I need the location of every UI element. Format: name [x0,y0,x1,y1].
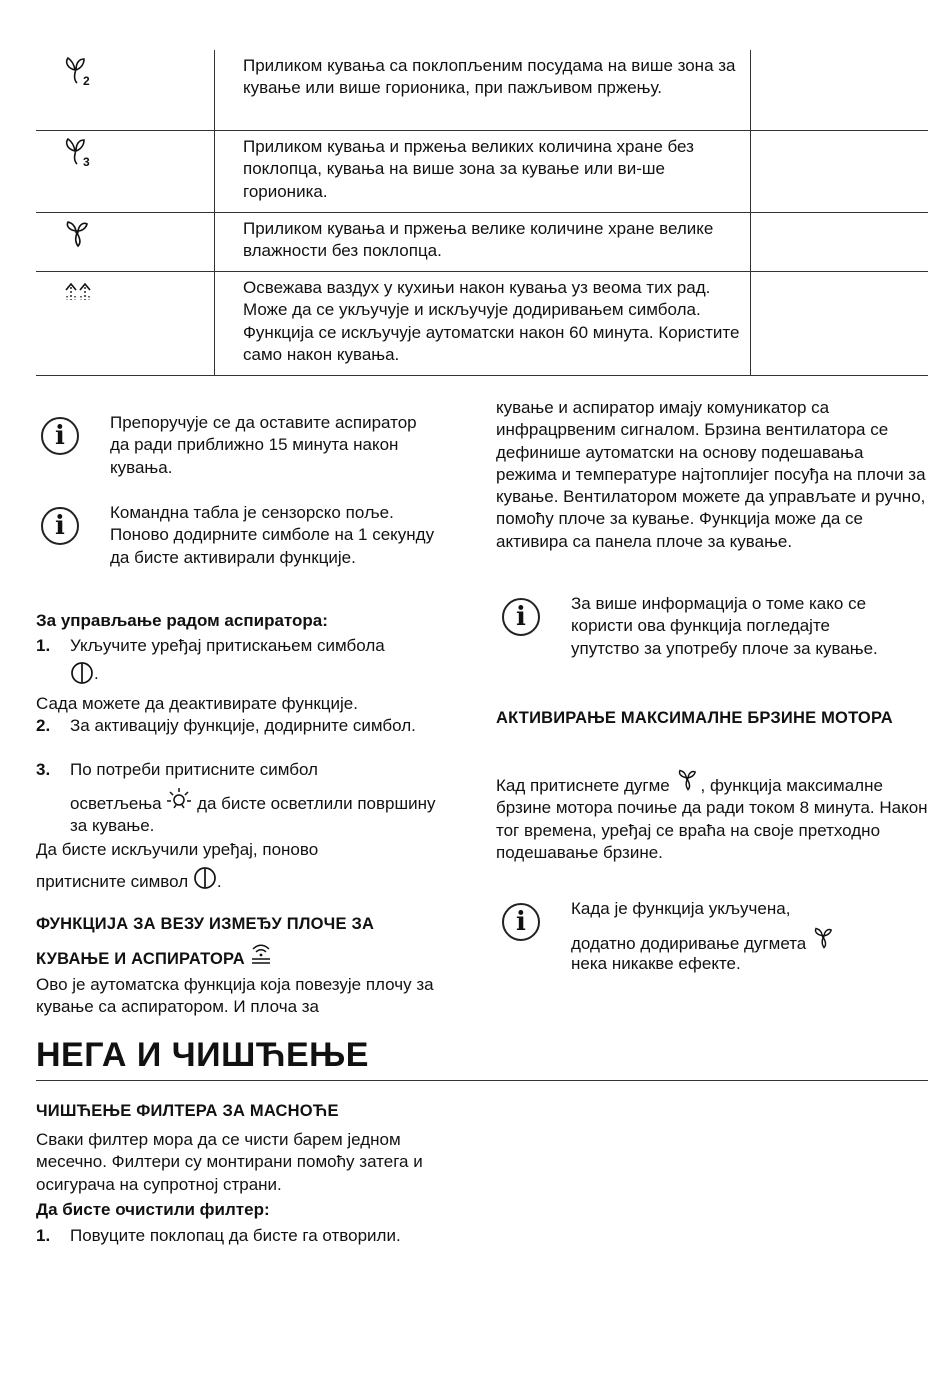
svg-text:2: 2 [83,74,90,88]
switch-off-text-cont: притисните символ . [36,866,222,893]
info-note-boost-cont: додатно додиривање дугмета [571,926,911,955]
hob-link-heading: ФУНКЦИЈА ЗА ВЕЗУ ИЗМЕЂУ ПЛОЧЕ ЗА [36,915,375,933]
clean-step-1-text: Повуците поклопац да бисте га отворили. [70,1226,401,1245]
info-icon: i [41,507,79,545]
table-cell-text: Приликом кувања и пржења велике количине хране велике влажности без поклопца. [243,219,714,261]
table-row [36,131,928,213]
step-2-text: За активацију функције, додирните симбол. [70,716,416,735]
power-icon [70,661,94,685]
step-number: 1. [36,1226,51,1245]
care-title: НЕГА И ЧИШЋЕЊЕ [36,1036,369,1074]
info-note-boost-end: нека никакве ефекте. [571,954,741,973]
svg-text:3: 3 [83,155,90,169]
fan-boost-icon [62,219,94,249]
fan-speed-table [36,50,928,376]
light-icon [166,787,192,811]
table-cell-text: Приликом кувања и пржења великих количина хране без поклопца, кувања на више зона за кување или ви-ше горионика. [243,137,694,201]
now-deactivate-text: Сада можете да деактивирате функције. [36,694,358,713]
info-note-hob-manual: За више информација о томе како се користи ова функција погледајте упутство за употребу плоче за кување. [571,594,878,658]
hob-link-icon [250,942,272,966]
switch-off-text: Да бисте искључили уређај, поново [36,840,319,859]
info-icon: i [502,903,540,941]
table-row [36,50,928,131]
fan-boost-icon [811,926,837,950]
info-note-control-panel: Командна табла је сензорско поље. Поново додирните симболе на 1 секунду да бисте активирали функције. [110,503,435,567]
step-number: 1. [36,636,51,655]
boost-text: Кад притиснете дугме , функција максималне брзине мотора почиње да ради током 8 минута. Након тог времена, уређај се враћа на своје претходно подешавање брзине. [496,768,928,864]
info-icon: i [502,598,540,636]
filter-text: Сваки филтер мора да се чисти барем једном месечно. Филтери су монтирани помоћу затега и осигурача на супротној страни. [36,1130,423,1194]
breeze-icon [62,278,94,308]
hob-link-heading-cont: КУВАЊЕ И АСПИРАТОРА [36,942,272,970]
info-note-ventilation: Препоручује се да оставите аспиратор да ради приближно 15 минута након кувања. [110,413,417,477]
step-3-text-cont: осветљења да бисте осветлили површину за кување. [70,787,450,838]
fan-speed-3-icon [62,137,94,167]
step-3-text: По потреби притисните симбол [70,760,318,779]
table-row [36,213,928,272]
fan-boost-icon [675,768,701,792]
step-1-text: Укључите уређај притискањем симбола . [70,636,385,684]
table-row [36,272,928,376]
info-note-boost: Када је функција укључена, [571,899,791,918]
hob-link-text-cont: кување и аспиратор имају комуникатор са инфрацрвеним сигналом. Брзина вентилатора се дефинише аутоматски на основу подешавања режима и температуре најтоплијег посуђа на плочи за кување. Вентилатором можете да управљате и ручно, помоћу плоче за кување. Функција може да се активира са панела плоче за кување. [496,398,926,551]
step-number: 3. [36,760,51,779]
power-icon [193,866,217,890]
table-cell-text: Приликом кувања са поклопљеним посудама на више зона за кување или више горионика, при пажљивом пржењу. [243,56,736,98]
table-cell-text: Освежава ваздух у кухињи након кувања уз веома тих рад. Може да се укључује и искључује додиривањем симбола. Функција се искључује аутоматски након 60 минута. Користите само након кувања. [243,278,740,364]
operate-heading: За управљање радом аспиратора: [36,611,328,630]
section-divider [36,1080,928,1081]
clean-heading: Да бисте очистили филтер: [36,1200,270,1219]
filter-heading: ЧИШЋЕЊЕ ФИЛТЕРА ЗА МАСНОЋЕ [36,1102,339,1120]
hob-link-text: Ово је аутоматска функција која повезује плочу за кување са аспиратором. И плоча за [36,975,434,1017]
info-icon: i [41,417,79,455]
step-number: 2. [36,716,51,735]
fan-speed-2-icon [62,56,94,86]
boost-heading: АКТИВИРАЊЕ МАКСИМАЛНЕ БРЗИНЕ МОТОРА [496,709,893,727]
